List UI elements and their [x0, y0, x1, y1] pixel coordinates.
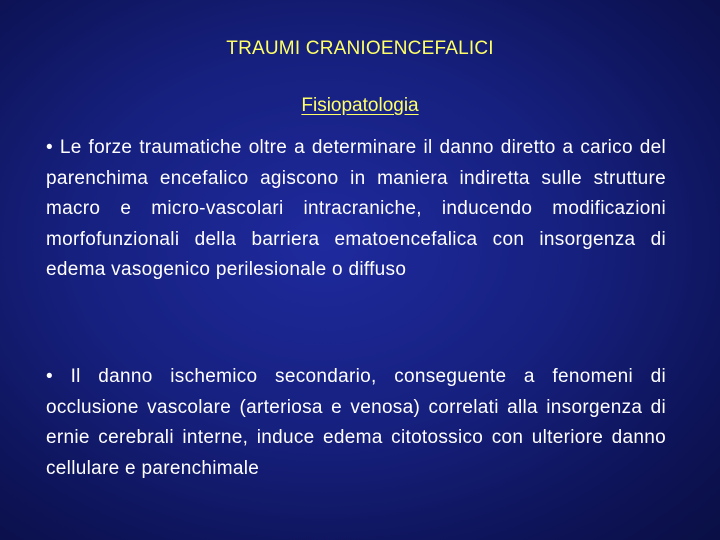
- bullet-paragraph-1: • Le forze traumatiche oltre a determinare il danno diretto a carico del parenchima encefalico agiscono in maniera indiretta sulle strutture macro e micro-vascolari intracraniche, inducendo modificazioni morfofunzionali della barriera ematoencefalica con insorgenza di edema vasogenico perilesionale o diffuso: [46, 137, 666, 280]
- slide-title: TRAUMI CRANIOENCEFALICI: [226, 38, 494, 59]
- bullet-paragraph-2: • Il danno ischemico secondario, conseguente a fenomeni di occlusione vascolare (arteriosa e venosa) correlati alla insorgenza di ernie cerebrali interne, induce edema citotossico con ulteriore danno cellulare e parenchimale: [46, 366, 666, 479]
- slide-subtitle: Fisiopatologia: [301, 95, 419, 116]
